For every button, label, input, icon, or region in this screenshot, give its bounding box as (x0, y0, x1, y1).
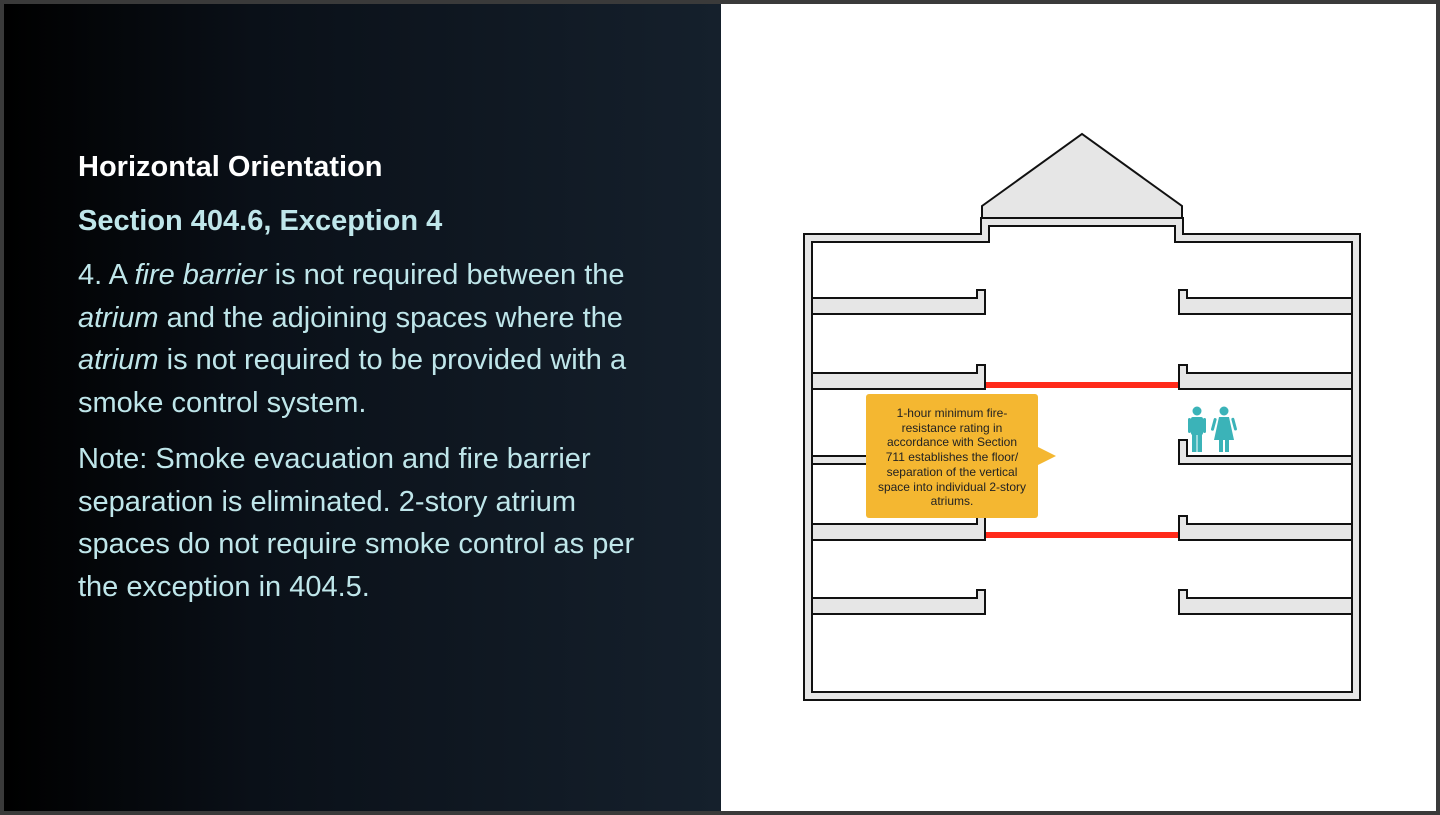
woman-icon (1211, 407, 1238, 453)
paragraph-text: is not required to be provided with a smoke control system. (78, 344, 627, 419)
man-icon (1188, 407, 1206, 453)
floor-slab-right (1179, 290, 1352, 314)
floor-slab-left (812, 516, 985, 540)
term-fire-barrier: fire barrier (134, 259, 267, 291)
slide-heading: Horizontal Orientation (78, 151, 383, 183)
floor-slab-left (812, 590, 985, 614)
term-atrium: atrium (78, 344, 159, 376)
floor-slab-left (812, 365, 985, 389)
fire-barrier-line (986, 382, 1178, 388)
floor-slab-right (1179, 440, 1352, 464)
floor-slab-left (812, 290, 985, 314)
section-subheading: Section 404.6, Exception 4 (78, 205, 443, 237)
floor-slab-right (1179, 590, 1352, 614)
roof-gable (982, 134, 1182, 218)
paragraph-text: 4. A (78, 259, 135, 291)
fire-rating-callout: 1-hour minimum fire-resistance rating in accordance with Section 711 establishes the floor/ separation of the vertical space into individual 2-story atriums. (866, 394, 1038, 518)
fire-barrier-line (986, 532, 1178, 538)
term-atrium: atrium (78, 301, 159, 334)
callout-pointer (1038, 447, 1056, 465)
paragraph-text: is not required between the (266, 259, 625, 291)
paragraph-text: and the adjoining spaces where the (158, 301, 623, 334)
floor-slab-right (1179, 365, 1352, 389)
note-paragraph: Note: Smoke evacuation and fire barrier separation is eliminated. 2-story atrium spaces do not require smoke control as per the exception in 404.5. (78, 443, 635, 603)
floor-slab-right (1179, 516, 1352, 540)
